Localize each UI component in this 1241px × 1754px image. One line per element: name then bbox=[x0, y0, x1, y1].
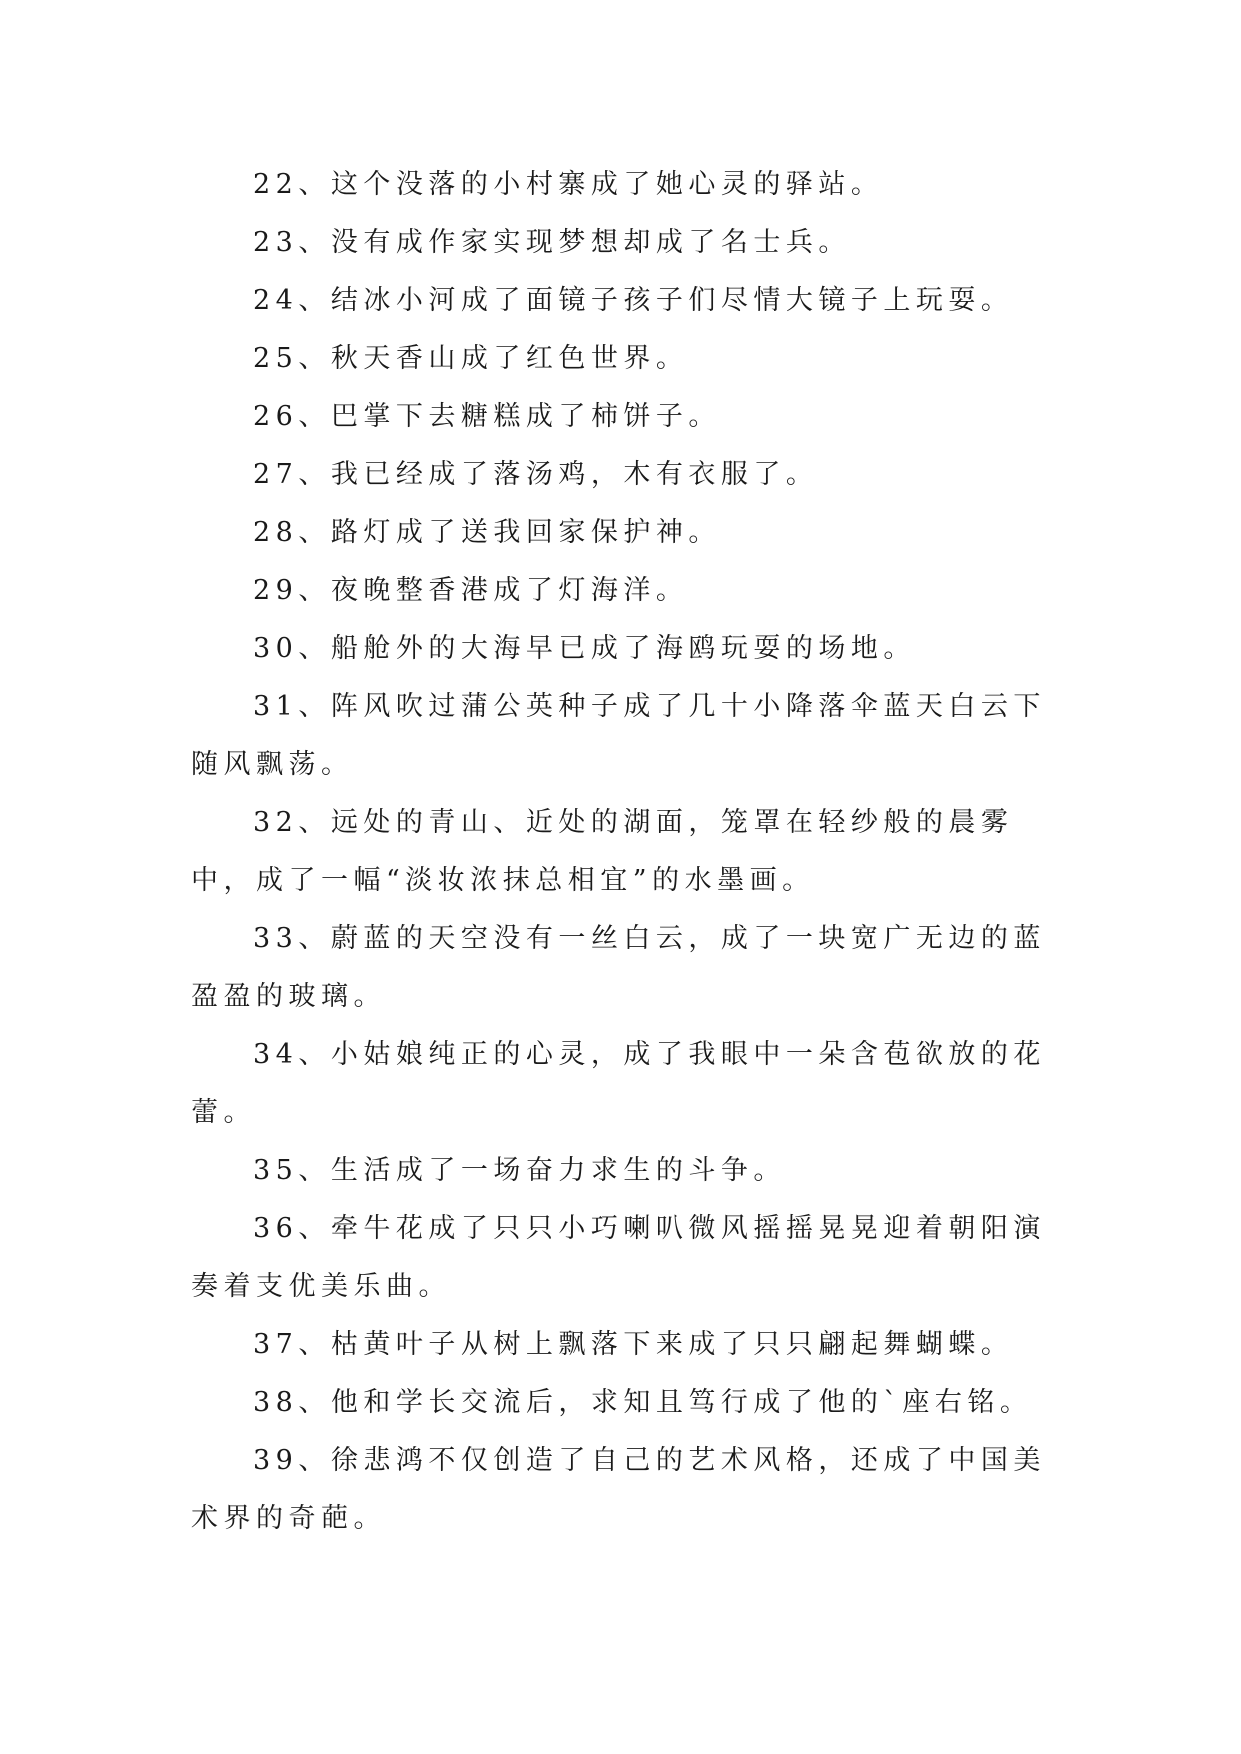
paragraph-24: 24、结冰小河成了面镜子孩子们尽情大镜子上玩耍。 bbox=[253, 285, 1014, 316]
paragraph-36: 36、牵牛花成了只只小巧喇叭微风摇摇晃晃迎着朝阳演奏着支优美乐曲。 bbox=[191, 1213, 1046, 1302]
paragraph-26: 26、巴掌下去糖糕成了柿饼子。 bbox=[253, 401, 721, 432]
paragraph-39: 39、徐悲鸿不仅创造了自己的艺术风格，还成了中国美术界的奇葩。 bbox=[191, 1445, 1046, 1534]
paragraph-29: 29、夜晚整香港成了灯海洋。 bbox=[253, 575, 689, 606]
paragraph-27: 27、我已经成了落汤鸡，木有衣服了。 bbox=[253, 459, 819, 490]
paragraph-38: 38、他和学长交流后，求知且笃行成了他的`座右铭。 bbox=[253, 1387, 1033, 1418]
document-body bbox=[191, 156, 1051, 1548]
paragraph-23: 23、没有成作家实现梦想却成了名士兵。 bbox=[253, 227, 851, 258]
paragraph-37: 37、枯黄叶子从树上飘落下来成了只只翩起舞蝴蝶。 bbox=[253, 1329, 1014, 1360]
paragraph-33: 33、蔚蓝的天空没有一丝白云，成了一块宽广无边的蓝盈盈的玻璃。 bbox=[191, 923, 1046, 1012]
paragraph-25: 25、秋天香山成了红色世界。 bbox=[253, 343, 689, 374]
paragraph-34: 34、小姑娘纯正的心灵，成了我眼中一朵含苞欲放的花蕾。 bbox=[191, 1039, 1046, 1128]
paragraph-30: 30、船舱外的大海早已成了海鸥玩耍的场地。 bbox=[253, 633, 916, 664]
paragraph-31: 31、阵风吹过蒲公英种子成了几十小降落伞蓝天白云下随风飘荡。 bbox=[191, 691, 1046, 780]
paragraph-32: 32、远处的青山、近处的湖面，笼罩在轻纱般的晨雾中，成了一幅“淡妆浓抹总相宜”的水墨画。 bbox=[191, 807, 1014, 896]
paragraph-22: 22、这个没落的小村寨成了她心灵的驿站。 bbox=[253, 169, 884, 200]
paragraph-35: 35、生活成了一场奋力求生的斗争。 bbox=[253, 1155, 786, 1186]
paragraph-28: 28、路灯成了送我回家保护神。 bbox=[253, 517, 721, 548]
